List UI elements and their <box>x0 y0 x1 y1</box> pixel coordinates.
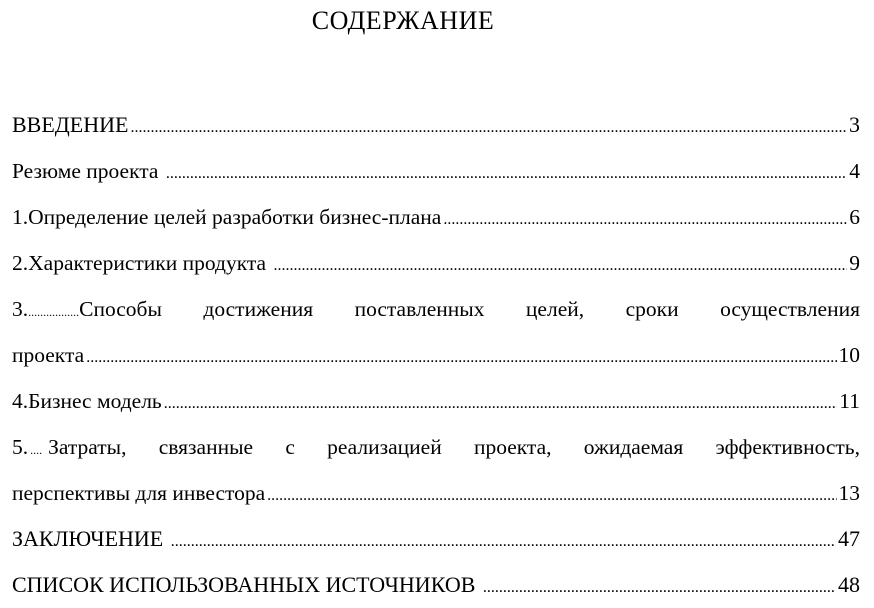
toc-leader-dots <box>130 119 847 137</box>
toc-entry <box>12 562 860 608</box>
toc-entry-prefix: 3..................Способы <box>12 297 162 321</box>
toc-entry <box>12 516 860 562</box>
toc-entry-page: 47 <box>838 526 860 551</box>
toc-entry-word: поставленных <box>354 297 485 321</box>
toc-leader-dots <box>86 349 836 367</box>
toc-title: СОДЕРЖАНИЕ <box>311 6 495 35</box>
toc-entry-word: достижения <box>203 297 314 321</box>
toc-leader-dots <box>443 211 847 229</box>
toc-leader-dots <box>164 395 838 413</box>
table-of-contents <box>12 102 860 608</box>
toc-entry-text: 2.Характеристики продукта <box>12 251 272 275</box>
toc-entry-page: 3 <box>849 112 860 137</box>
toc-entry-page: 10 <box>838 343 860 367</box>
toc-entry-text: ЗАКЛЮЧЕНИЕ <box>12 526 169 551</box>
toc-entry-word: эффективность, <box>715 435 860 459</box>
toc-entry <box>12 240 860 286</box>
toc-entry <box>12 286 860 332</box>
toc-leader-dots <box>166 165 847 183</box>
toc-entry-word: связанные <box>158 435 254 459</box>
toc-leader-dots <box>273 257 847 275</box>
toc-leader-dots: ................. <box>28 305 80 319</box>
toc-entry-word: проекта, <box>473 435 552 459</box>
toc-leader-dots <box>483 579 836 597</box>
toc-entry-word: реализацией <box>327 435 442 459</box>
toc-entry <box>12 148 860 194</box>
toc-entry-page: 9 <box>849 251 860 275</box>
toc-entry-word: сроки <box>625 297 679 321</box>
toc-entry-text: Резюме проекта <box>12 159 164 183</box>
toc-leader-dots: .... <box>30 443 43 457</box>
toc-entry <box>12 194 860 240</box>
toc-entry <box>12 378 860 424</box>
toc-entry-page: 11 <box>839 389 860 413</box>
toc-entry <box>12 424 860 470</box>
toc-entry-word: с <box>285 435 295 459</box>
toc-entry-page: 4 <box>849 159 860 183</box>
toc-entry-text: ВВЕДЕНИЕ <box>12 112 129 137</box>
toc-entry-text: 4.Бизнес модель <box>12 389 162 413</box>
toc-entry-page: 13 <box>838 481 860 505</box>
toc-entry-page: 6 <box>849 205 860 229</box>
toc-entry-text: СПИСОК ИСПОЛЬЗОВАННЫХ ИСТОЧНИКОВ <box>12 572 481 597</box>
toc-entry-prefix: 5. .... Затраты, <box>12 435 127 459</box>
toc-entry <box>12 102 860 148</box>
toc-entry-word: осуществления <box>720 297 860 321</box>
toc-entry-text: перспективы для инвестора <box>12 481 266 505</box>
toc-entry-text: проекта <box>12 343 85 367</box>
toc-entry-word: ожидаемая <box>583 435 684 459</box>
toc-entry-word: целей, <box>525 297 585 321</box>
toc-entry <box>12 332 860 378</box>
toc-entry-text: 1.Определение целей разработки бизнес-плана <box>12 205 442 229</box>
toc-leader-dots <box>171 533 836 551</box>
toc-leader-dots <box>267 487 836 505</box>
toc-entry <box>12 470 860 516</box>
toc-entry-page: 48 <box>838 572 860 597</box>
